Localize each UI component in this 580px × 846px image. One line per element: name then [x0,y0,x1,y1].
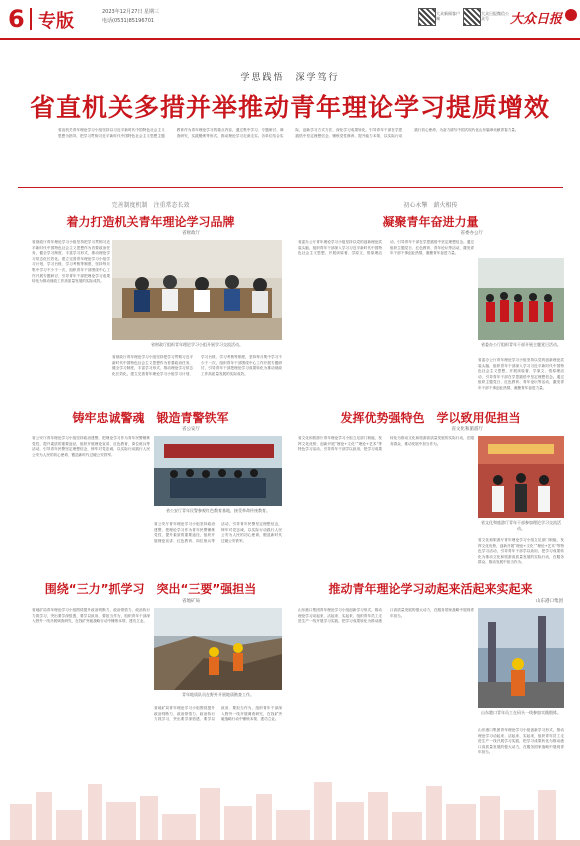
article3-title: 铸牢忠诚警魂 锻造青警铁军 [72,411,229,425]
qr-code-icon [463,8,481,26]
article4-photo [478,436,564,518]
article1-caption: 省财政厅组织青年理论学习小组开展学习交流活动。 [151,342,243,347]
article4-byline: 省文化和旅游厅 [451,427,483,432]
section-label: 专版 [38,11,74,32]
qr-code-icon [418,8,436,26]
article6-text-continued: 山东港口集团青年理论学习小组创新学习形式，推动理论学习动起来、活起来、实起来，组织青年员工走进生产一线开展学习实践，把学习成果转化为推动港口高质量发展的强大动力，在服务国家战略中展现青年担当。 [478,728,564,755]
article2-photo [478,258,564,340]
page-header [0,0,580,38]
article4-text-continued: 省文化和旅游厅青年理论学习小组立足部门职能，发挥文化优势，创新开展“理论+文化”“理论+艺术”等特色学习活动，引导青年干部学以致用，把学习成果转化为推动文化和旅游高质量发展的实际行动，在服务群众、推动发展中担当作为。 [478,538,564,565]
article2-text: 省委办公厅青年理论学习小组坚持以党的创新理论武装头脑，组织青年干部深入学习习近平新时代中国特色社会主义思想，开展读原著、学原文、悟原理活动，引导青年干部在学思践悟中坚定理想信念。通过组织主题党日、红色教育、青年论坛等活动，激发青年干部干事创业热情，凝聚青年奋进力量。 [298,240,474,256]
article1-photo [112,240,282,340]
article6-photo [478,608,564,708]
article5-title: 围绕“三力”抓学习 突出“三要”强担当 [44,582,257,596]
article5-byline: 省地矿局 [182,599,200,604]
page-number: 6 [8,5,25,33]
section-divider [18,187,563,188]
article1-kicker: 完善制度机制 注重常态长效 [111,202,190,209]
date-line: 2023年12月27日 星期三 [102,9,160,15]
article5-caption: 青年地质队员在野外开展地质勘查工作。 [182,692,254,697]
article2-title: 凝聚青年奋进力量 [382,215,479,229]
lead-text: 省直机关青年理论学习小组坚持以习近平新时代中国特色社会主义思想为指导，把学习贯彻习近平新时代中国特色社会主义思想主题教育作为青年理论学习的重点内容，通过集中学习、专题研讨、调查研究、实践锻炼等形式，推动理论学习走深走实。各单位结合实际，创新学习方式方法，深化学习成果转化，引导青年干部在学思践悟中坚定理想信念、锤炼党性修养、提升能力本领，以实际行动践行初心使命，为奋力谱写中国式现代化山东篇章贡献青春力量。 [58,128,519,138]
qr1-label: 大众新闻客户端 [436,11,460,21]
article6-text: 山东港口集团青年理论学习小组创新学习形式，推动理论学习动起来、活起来、实起来，组织青年员工走进生产一线开展学习实践，把学习成果转化为推动港口高质量发展的强大动力，在服务国家战略中展现青年担当。 [298,608,474,624]
article5-photo [154,608,282,690]
article3-photo [154,436,282,506]
newspaper-logo: 大众日报 [510,12,563,27]
logo-emblem-icon [565,9,577,21]
article3-caption: 省公安厅青年民警参观红色教育基地，接受革命传统教育。 [166,508,270,513]
article1-byline: 省财政厅 [182,231,200,236]
article4-title: 发挥优势强特色 学以致用促担当 [340,411,521,425]
article1-title: 着力打造机关青年理论学习品牌 [66,215,235,229]
skyline-decoration [0,774,580,846]
article6-title: 推动青年理论学习动起来活起来实起来 [328,582,533,596]
header-rule [0,38,580,40]
article1-text-continued: 省财政厅青年理论学习小组坚持把学习贯彻习近平新时代中国特色社会主义思想作为首要政治任务，健全学习制度，丰富学习形式，推动理论学习常态化长效化。建立完善青年理论学习小组学习计划、学习台账、学习考核等制度，坚持每月集中学习不少于一次，组织青年干部围绕中心工作开展专题研讨，引导青年干部把理论学习成果转化为推动财政工作高质量发展的实际成效。 [112,355,282,376]
article2-text-continued: 省委办公厅青年理论学习小组坚持以党的创新理论武装头脑，组织青年干部深入学习习近平新时代中国特色社会主义思想，开展读原著、学原文、悟原理活动，引导青年干部在学思践悟中坚定理想信念。通过组织主题党日、红色教育、青年论坛等活动，激发青年干部干事创业热情，凝聚青年奋进力量。 [478,358,564,390]
qr2-label: 大众日报微信公众号 [481,11,509,21]
article3-text: 省公安厅青年理论学习小组坚持政治建警，把理论学习作为青年民警锤炼党性、提升素质的重要途径，组织开展理论宣讲、红色教育、岗位练兵等活动，引导青年民警坚定理想信念，铸牢对党忠诚，以实际行动践行人民公安为人民的初心使命，锻造新时代过硬公安铁军。 [32,436,150,457]
article4-text: 省文化和旅游厅青年理论学习小组立足部门职能，发挥文化优势，创新开展“理论+文化”“理论+艺术”等特色学习活动，引导青年干部学以致用，把学习成果转化为推动文化和旅游高质量发展的实际行动，在服务群众、推动发展中担当作为。 [298,436,474,452]
article6-byline: 山东港口集团 [536,599,563,604]
article2-caption: 省委办公厅组织青年干部开展主题党日活动。 [481,342,561,347]
header-divider [30,8,32,30]
article6-caption: 山东港口青年员工在码头一线参加实践锻炼。 [481,710,561,715]
date-phone-block [102,8,159,26]
article2-byline: 省委办公厅 [460,231,483,236]
article3-text-continued: 省公安厅青年理论学习小组坚持政治建警，把理论学习作为青年民警锤炼党性、提升素质的重要途径，组织开展理论宣讲、红色教育、岗位练兵等活动，引导青年民警坚定理想信念，铸牢对党忠诚，以实际行动践行人民公安为人民的初心使命，锻造新时代过硬公安铁军。 [154,522,282,543]
article2-kicker: 初心永擎 薪火相传 [403,202,458,209]
article5-text-continued: 省地矿局青年理论学习小组围绕提升政治判断力、政治领悟力、政治执行力抓学习，突出要学深悟透、要学以致用、要担当作为，组织青年干部深入野外一线开展调查研究，在找矿突破战略行动中锤炼本领、建功立业。 [154,706,282,722]
article3-byline: 省公安厅 [182,427,200,432]
lead-kicker: 学思践悟 深学笃行 [240,73,340,83]
article4-caption: 省文化和旅游厅青年干部参加理论学习交流活动。 [481,520,561,531]
article1-text: 省财政厅青年理论学习小组坚持把学习贯彻习近平新时代中国特色社会主义思想作为首要政治任务，健全学习制度，丰富学习形式，推动理论学习常态化长效化。建立完善青年理论学习小组学习计划、学习台账、学习考核等制度，坚持每月集中学习不少于一次，组织青年干部围绕中心工作开展专题研讨，引导青年干部把理论学习成果转化为推动财政工作高质量发展的实际成效。 [32,240,110,284]
phone-line: 电话(0531)85196701 [102,18,155,24]
article5-text: 省地矿局青年理论学习小组围绕提升政治判断力、政治领悟力、政治执行力抓学习，突出要学深悟透、要学以致用、要担当作为，组织青年干部深入野外一线开展调查研究，在找矿突破战略行动中锤炼本领、建功立业。 [32,608,150,624]
page-title: 省直机关多措并举推动青年理论学习提质增效 [29,93,550,122]
